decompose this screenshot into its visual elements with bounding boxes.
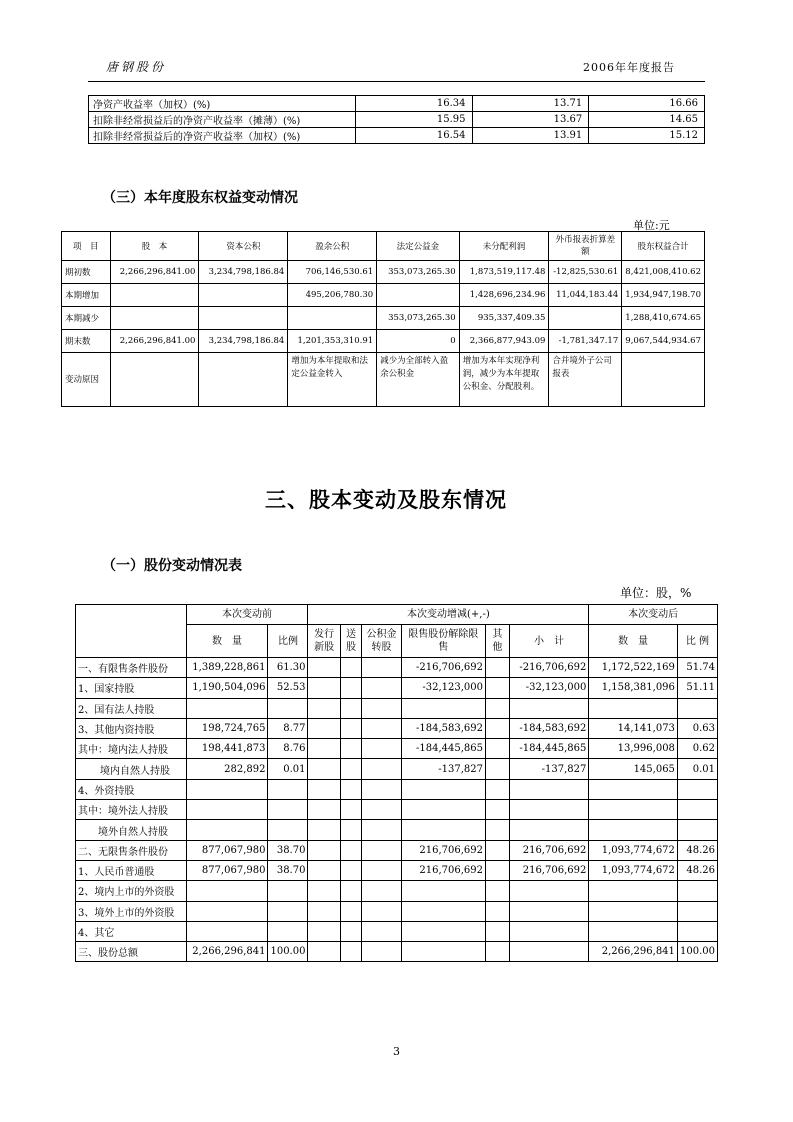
reason-cell: 增加为本年实现净利润，减少为本年提取公积金、分配股利。	[459, 353, 549, 407]
value-cell	[340, 698, 362, 718]
value-cell	[308, 800, 340, 820]
col-header: 盈余公积	[288, 232, 377, 261]
value-cell	[362, 860, 401, 880]
value-cell	[308, 678, 340, 698]
value-cell	[340, 820, 362, 840]
value-cell: 216,706,692	[401, 860, 486, 880]
sub-header-restricted-release: 限售股份解除限售	[401, 625, 486, 658]
value-cell: 1,093,774,672	[589, 860, 678, 880]
value-cell	[308, 698, 340, 718]
value-cell: 13.67	[472, 112, 589, 128]
value-cell: 11,044,183.44	[549, 284, 622, 307]
equity-change-table	[61, 231, 705, 407]
value-cell	[589, 779, 678, 799]
row-label: 1、人民币普通股	[76, 860, 187, 880]
value-cell	[677, 779, 717, 799]
value-cell	[362, 840, 401, 860]
value-cell: 145,065	[589, 759, 678, 779]
sub-header-ratio: 比例	[268, 625, 308, 658]
value-cell	[362, 942, 401, 962]
value-cell: 0.01	[268, 759, 308, 779]
row-label: 2、境内上市的外资股	[76, 881, 187, 901]
value-cell: -137,827	[509, 759, 589, 779]
value-cell	[308, 901, 340, 921]
value-cell	[589, 901, 678, 921]
row-label: 净资产收益率（加权）(%)	[89, 96, 356, 112]
value-cell: 282,892	[186, 759, 268, 779]
value-cell	[486, 800, 510, 820]
row-label: 一、有限售条件股份	[76, 658, 187, 678]
page-number: 3	[393, 1045, 400, 1058]
value-cell: 1,873,519,117.48	[459, 261, 549, 284]
col-header: 外币报表折算差额	[549, 232, 622, 261]
value-cell	[340, 800, 362, 820]
value-cell	[401, 901, 486, 921]
group-header-after: 本次变动后	[589, 605, 718, 625]
value-cell	[199, 307, 288, 330]
value-cell: 3,234,798,186.84	[199, 261, 288, 284]
value-cell	[509, 779, 589, 799]
equity-reason-row	[62, 353, 705, 407]
value-cell	[509, 921, 589, 941]
value-cell: 48.26	[677, 840, 717, 860]
value-cell	[486, 658, 510, 678]
share-row	[76, 881, 718, 901]
value-cell: 48.26	[677, 860, 717, 880]
roe-row	[89, 96, 705, 112]
col-header: 资本公积	[199, 232, 288, 261]
value-cell	[362, 759, 401, 779]
value-cell	[486, 942, 510, 962]
reason-cell: 增加为本年提取和法定公益金转入	[288, 353, 377, 407]
value-cell	[340, 678, 362, 698]
value-cell	[362, 739, 401, 759]
value-cell	[486, 840, 510, 860]
value-cell	[186, 921, 268, 941]
value-cell: 2,266,296,841.00	[110, 330, 199, 353]
value-cell: 38.70	[268, 840, 308, 860]
share-row	[76, 860, 718, 880]
row-label: 期末数	[62, 330, 111, 353]
value-cell	[509, 698, 589, 718]
share-section-title: （一）股份变动情况表	[102, 558, 242, 574]
value-cell: -32,123,000	[401, 678, 486, 698]
equity-row	[62, 330, 705, 353]
share-row	[76, 901, 718, 921]
value-cell: 8.77	[268, 718, 308, 738]
value-cell	[308, 942, 340, 962]
value-cell: 216,706,692	[509, 840, 589, 860]
value-cell	[401, 800, 486, 820]
value-cell	[340, 759, 362, 779]
roe-table	[88, 95, 705, 144]
report-title: 2006年年度报告	[583, 61, 675, 74]
col-header: 未分配利润	[459, 232, 549, 261]
sub-header-subtotal: 小 计	[509, 625, 589, 658]
value-cell: 495,206,780.30	[288, 284, 377, 307]
value-cell: 1,190,504,096	[186, 678, 268, 698]
row-label: 2、国有法人持股	[76, 698, 187, 718]
row-label: 4、外资持股	[76, 779, 187, 799]
value-cell: 1,158,381,096	[589, 678, 678, 698]
share-row	[76, 921, 718, 941]
share-row	[76, 718, 718, 738]
share-row	[76, 698, 718, 718]
value-cell	[677, 921, 717, 941]
value-cell	[486, 860, 510, 880]
value-cell: -216,706,692	[509, 658, 589, 678]
value-cell	[308, 718, 340, 738]
value-cell: 1,288,410,674.65	[622, 307, 705, 330]
value-cell	[401, 881, 486, 901]
row-label: 变动原因	[62, 353, 111, 407]
row-label: 扣除非经常损益后的净资产收益率（加权）(%)	[89, 128, 356, 144]
value-cell	[186, 779, 268, 799]
value-cell	[268, 779, 308, 799]
value-cell	[509, 800, 589, 820]
value-cell: 16.34	[355, 96, 472, 112]
value-cell: 198,441,873	[186, 739, 268, 759]
value-cell: -1,781,347.17	[549, 330, 622, 353]
value-cell	[401, 942, 486, 962]
value-cell	[362, 881, 401, 901]
value-cell: -184,583,692	[509, 718, 589, 738]
equity-row	[62, 307, 705, 330]
row-label: 3、其他内资持股	[76, 718, 187, 738]
value-cell: 1,389,228,861	[186, 658, 268, 678]
row-label: 本期增加	[62, 284, 111, 307]
value-cell	[677, 820, 717, 840]
value-cell	[549, 307, 622, 330]
page-header	[88, 56, 705, 82]
value-cell	[362, 698, 401, 718]
value-cell: 38.70	[268, 860, 308, 880]
value-cell	[110, 284, 199, 307]
blank-header-cell	[76, 605, 187, 658]
equity-section-title: （三）本年度股东权益变动情况	[102, 190, 298, 206]
value-cell: -12,825,530.61	[549, 261, 622, 284]
share-row	[76, 759, 718, 779]
value-cell	[308, 739, 340, 759]
sub-header-new-issue: 发行新股	[308, 625, 340, 658]
value-cell: -184,445,865	[401, 739, 486, 759]
row-label: 4、其它	[76, 921, 187, 941]
value-cell	[362, 718, 401, 738]
value-cell: 61.30	[268, 658, 308, 678]
equity-row	[62, 261, 705, 284]
share-row	[76, 779, 718, 799]
value-cell	[401, 779, 486, 799]
value-cell: 2,266,296,841	[186, 942, 268, 962]
value-cell: 198,724,765	[186, 718, 268, 738]
value-cell: 15.95	[355, 112, 472, 128]
value-cell	[677, 901, 717, 921]
chapter-title: 三、股本变动及股东情况	[265, 488, 507, 512]
value-cell	[486, 820, 510, 840]
group-header-change: 本次变动增减(+,-)	[308, 605, 589, 625]
value-cell	[509, 901, 589, 921]
value-cell	[589, 820, 678, 840]
reason-cell	[110, 353, 199, 407]
value-cell: 1,934,947,198.70	[622, 284, 705, 307]
value-cell: -184,583,692	[401, 718, 486, 738]
value-cell	[401, 698, 486, 718]
value-cell	[340, 718, 362, 738]
value-cell	[589, 881, 678, 901]
value-cell	[677, 698, 717, 718]
col-header: 股 本	[110, 232, 199, 261]
value-cell: 706,146,530.61	[288, 261, 377, 284]
value-cell	[362, 658, 401, 678]
value-cell: 2,266,296,841	[589, 942, 678, 962]
row-label: 1、国家持股	[76, 678, 187, 698]
company-logo: 唐钢股份	[106, 60, 167, 74]
value-cell	[486, 881, 510, 901]
sub-header-reserve-conversion: 公积金转股	[362, 625, 401, 658]
value-cell: 51.74	[677, 658, 717, 678]
sub-header-bonus: 送股	[340, 625, 362, 658]
value-cell	[340, 901, 362, 921]
value-cell	[186, 698, 268, 718]
value-cell	[308, 860, 340, 880]
value-cell	[486, 901, 510, 921]
value-cell	[308, 881, 340, 901]
value-cell: 1,093,774,672	[589, 840, 678, 860]
row-label: 其中：境内法人持股	[76, 739, 187, 759]
value-cell	[362, 820, 401, 840]
value-cell	[486, 698, 510, 718]
value-cell: 8.76	[268, 739, 308, 759]
group-header-before: 本次变动前	[186, 605, 308, 625]
value-cell	[186, 800, 268, 820]
value-cell	[288, 307, 377, 330]
value-cell	[186, 820, 268, 840]
value-cell	[677, 881, 717, 901]
share-row	[76, 739, 718, 759]
value-cell: 13,996,008	[589, 739, 678, 759]
value-cell	[677, 800, 717, 820]
value-cell	[486, 779, 510, 799]
value-cell: 0.63	[677, 718, 717, 738]
value-cell	[268, 881, 308, 901]
value-cell	[486, 718, 510, 738]
value-cell: 0.01	[677, 759, 717, 779]
value-cell: -32,123,000	[509, 678, 589, 698]
share-row	[76, 800, 718, 820]
value-cell: 15.12	[589, 128, 705, 144]
row-label: 境内自然人持股	[76, 759, 187, 779]
equity-row	[62, 284, 705, 307]
value-cell: 3,234,798,186.84	[199, 330, 288, 353]
value-cell	[186, 881, 268, 901]
value-cell	[362, 678, 401, 698]
value-cell	[362, 779, 401, 799]
value-cell	[589, 800, 678, 820]
row-label: 3、境外上市的外资股	[76, 901, 187, 921]
equity-header-row	[62, 232, 705, 261]
value-cell	[308, 779, 340, 799]
row-label: 二、无限售条件股份	[76, 840, 187, 860]
sub-header-quantity: 数 量	[186, 625, 268, 658]
value-cell	[401, 921, 486, 941]
value-cell	[486, 739, 510, 759]
row-label: 其中：境外法人持股	[76, 800, 187, 820]
value-cell	[340, 860, 362, 880]
value-cell	[199, 284, 288, 307]
value-cell	[308, 840, 340, 860]
reason-cell	[199, 353, 288, 407]
value-cell	[509, 881, 589, 901]
share-change-table	[75, 604, 718, 962]
value-cell: -184,445,865	[509, 739, 589, 759]
value-cell	[486, 678, 510, 698]
value-cell	[340, 942, 362, 962]
value-cell	[308, 658, 340, 678]
value-cell	[362, 800, 401, 820]
value-cell: 1,201,353,310.91	[288, 330, 377, 353]
value-cell: 14.65	[589, 112, 705, 128]
value-cell	[589, 921, 678, 941]
reason-cell	[622, 353, 705, 407]
value-cell: 1,172,522,169	[589, 658, 678, 678]
value-cell: 877,067,980	[186, 840, 268, 860]
value-cell	[340, 779, 362, 799]
value-cell: 16.66	[589, 96, 705, 112]
row-label: 三、股份总额	[76, 942, 187, 962]
sub-header-quantity-after: 数 量	[589, 625, 678, 658]
value-cell: 100.00	[268, 942, 308, 962]
value-cell: 8,421,008,410.62	[622, 261, 705, 284]
value-cell: 353,073,265.30	[377, 261, 460, 284]
value-cell: 216,706,692	[509, 860, 589, 880]
value-cell	[186, 901, 268, 921]
value-cell	[268, 800, 308, 820]
value-cell	[340, 921, 362, 941]
value-cell: 935,337,409.35	[459, 307, 549, 330]
value-cell: 0	[377, 330, 460, 353]
value-cell	[110, 307, 199, 330]
value-cell: 2,266,296,841.00	[110, 261, 199, 284]
value-cell: 353,073,265.30	[377, 307, 460, 330]
reason-cell: 减少为全部转入盈余公积金	[377, 353, 460, 407]
value-cell	[268, 901, 308, 921]
value-cell: 14,141,073	[589, 718, 678, 738]
value-cell	[486, 759, 510, 779]
value-cell: 9,067,544,934.67	[622, 330, 705, 353]
value-cell: 877,067,980	[186, 860, 268, 880]
sub-header-ratio-after: 比 例	[677, 625, 717, 658]
value-cell	[308, 820, 340, 840]
row-label: 境外自然人持股	[76, 820, 187, 840]
value-cell: 51.11	[677, 678, 717, 698]
share-row	[76, 820, 718, 840]
value-cell: 16.54	[355, 128, 472, 144]
row-label: 扣除非经常损益后的净资产收益率（摊薄）(%)	[89, 112, 356, 128]
value-cell	[268, 921, 308, 941]
value-cell	[268, 820, 308, 840]
value-cell	[362, 921, 401, 941]
share-row	[76, 942, 718, 962]
value-cell: 0.62	[677, 739, 717, 759]
row-label: 期初数	[62, 261, 111, 284]
value-cell: 52.53	[268, 678, 308, 698]
value-cell	[486, 921, 510, 941]
roe-row	[89, 112, 705, 128]
value-cell: 13.71	[472, 96, 589, 112]
col-header: 股东权益合计	[622, 232, 705, 261]
value-cell: 13.91	[472, 128, 589, 144]
equity-unit: 单位:元	[633, 219, 670, 232]
share-unit: 单位：股，%	[620, 586, 692, 600]
share-row	[76, 658, 718, 678]
value-cell	[589, 698, 678, 718]
reason-cell: 合并境外子公司报表	[549, 353, 622, 407]
value-cell	[308, 921, 340, 941]
share-row	[76, 840, 718, 860]
value-cell	[509, 820, 589, 840]
value-cell	[377, 284, 460, 307]
value-cell: -216,706,692	[401, 658, 486, 678]
value-cell	[509, 942, 589, 962]
value-cell	[340, 840, 362, 860]
roe-row	[89, 128, 705, 144]
value-cell: 1,428,696,234.96	[459, 284, 549, 307]
value-cell	[340, 881, 362, 901]
value-cell: 216,706,692	[401, 840, 486, 860]
col-header: 法定公益金	[377, 232, 460, 261]
value-cell: 2,366,877,943.09	[459, 330, 549, 353]
value-cell	[340, 658, 362, 678]
sub-header-other: 其他	[486, 625, 510, 658]
value-cell: -137,827	[401, 759, 486, 779]
share-group-header-row	[76, 605, 718, 625]
value-cell	[362, 901, 401, 921]
value-cell	[268, 698, 308, 718]
share-row	[76, 678, 718, 698]
value-cell	[401, 820, 486, 840]
col-header: 项 目	[62, 232, 111, 261]
value-cell	[340, 739, 362, 759]
value-cell: 100.00	[677, 942, 717, 962]
value-cell	[308, 759, 340, 779]
row-label: 本期减少	[62, 307, 111, 330]
